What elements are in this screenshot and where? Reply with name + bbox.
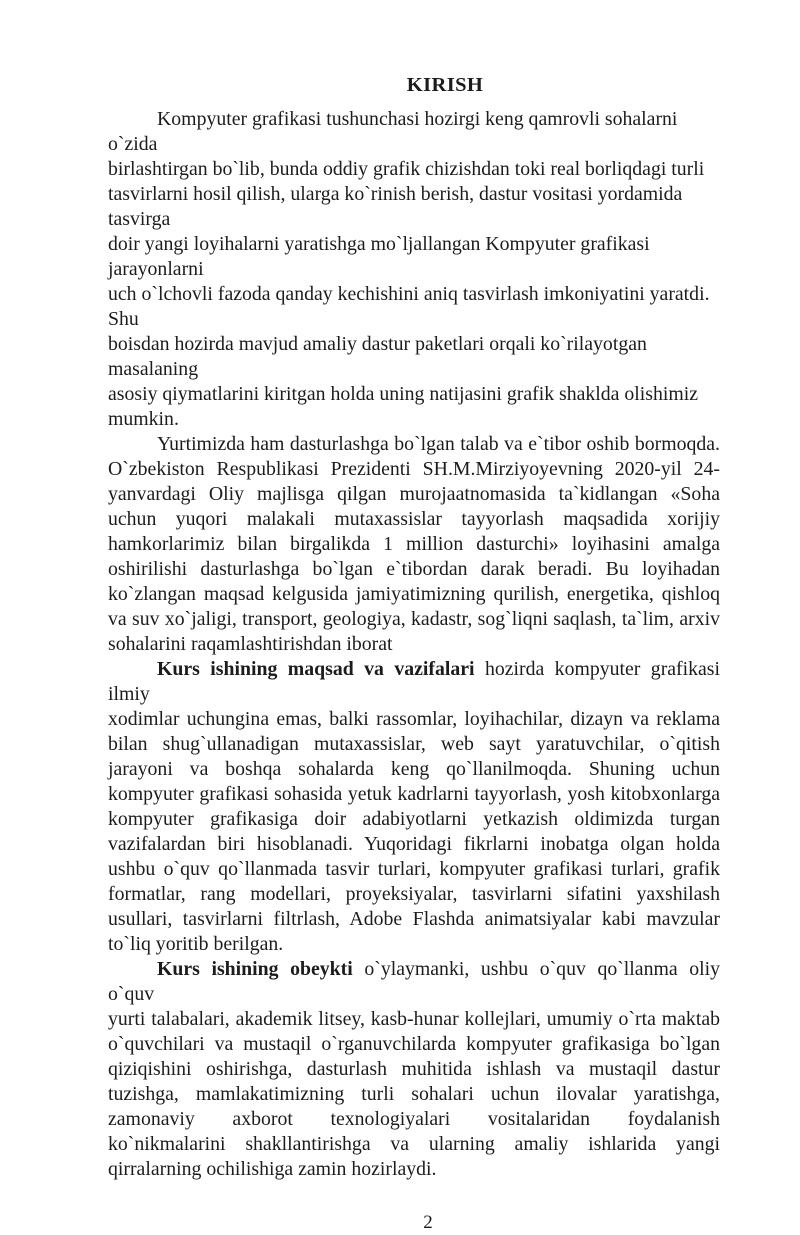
text-line	[108, 532, 720, 557]
paragraph	[108, 432, 720, 657]
text-line	[108, 882, 720, 907]
text-run: kompyuter grafikasi sohasida yetuk kadrlarni tayyorlash, yosh kitobxonlarga	[108, 783, 720, 805]
text-run: ko`nikmalarini shakllantirishga va ularning amaliy ishlarida yangi	[108, 1133, 720, 1155]
text-line	[108, 507, 720, 532]
text-line	[108, 1082, 720, 1107]
text-run: ushbu o`quv qo`llanmada tasvir turlari, kompyuter grafikasi turlari, grafik	[108, 858, 720, 880]
text-line	[108, 907, 720, 932]
text-run: uchun yuqori malakali mutaxassislar tayyorlash maqsadida xorijiy	[108, 508, 720, 530]
text-run: yurti talabalari, akademik litsey, kasb-hunar kollejlari, umumiy o`rta maktab	[108, 1008, 720, 1030]
text-run: O`zbekiston Respublikasi Prezidenti SH.M.Mirziyoyevning 2020-yil 24-	[108, 458, 720, 480]
text-line	[108, 407, 720, 432]
text-line	[108, 557, 720, 582]
text-line	[108, 382, 720, 407]
text-run: asosiy qiymatlarini kiritgan holda uning natijasini grafik shaklda olishimiz	[108, 383, 699, 405]
text-run: birlashtirgan bo`lib, bunda oddiy grafik chizishdan toki real borliqdagi turli	[108, 158, 705, 180]
text-run: ko`zlangan maqsad kelgusida jamiyatimizning qurilish, energetika, qishloq	[108, 583, 720, 605]
text-run: boisdan hozirda mavjud amaliy dastur paketlari orqali ko`rilayotgan masalaning	[108, 333, 647, 380]
text-line	[108, 632, 720, 657]
text-line	[108, 1107, 720, 1132]
text-line	[108, 707, 720, 732]
text-run: tuzishga, mamlakatimizning turli sohalari uchun ilovalar yaratishga,	[108, 1083, 720, 1105]
text-line	[108, 332, 720, 382]
text-line	[108, 782, 720, 807]
text-run: hozirda kompyuter grafikasi ilmiy	[108, 658, 721, 705]
text-line	[108, 432, 720, 457]
text-line	[108, 807, 720, 832]
text-line	[108, 1032, 720, 1057]
text-run: formatlar, rang modellari, proyeksiyalar, tasvirlarni sifatini yaxshilash	[108, 883, 720, 905]
text-run: Kompyuter grafikasi tushunchasi hozirgi keng qamrovli sohalarni o`zida	[108, 108, 678, 155]
bold-text-run: Kurs ishining maqsad va vazifalari	[157, 658, 475, 680]
text-line	[108, 482, 720, 507]
text-run: usullari, tasvirlarni filtrlash, Adobe Flashda animatsiyalar kabi mavzular	[108, 908, 720, 930]
text-line	[108, 657, 720, 707]
page-number: 2	[423, 1212, 433, 1233]
text-line	[108, 607, 720, 632]
text-line	[108, 1007, 720, 1032]
text-run: uch o`lchovli fazoda qanday kechishini aniq tasvirlash imkoniyatini yaratdi. Shu	[108, 283, 710, 330]
text-line	[108, 832, 720, 857]
text-run: doir yangi loyihalarni yaratishga mo`ljallangan Kompyuter grafikasi jarayonlarni	[108, 233, 650, 280]
page-title: KIRISH	[406, 74, 484, 96]
text-line	[108, 232, 720, 282]
text-run: Yurtimizda ham dasturlashga bo`lgan talab va e`tibor oshib bormoqda.	[157, 433, 720, 455]
text-run: to`liq yoritib berilgan.	[108, 933, 284, 955]
paragraph	[108, 957, 720, 1182]
text-run: qiziqishini oshirishga, dasturlash muhitida ishlash va mustaqil dastur	[108, 1058, 720, 1080]
text-run: o`ylaymanki, ushbu o`quv qo`llanma oliy o`quv	[108, 958, 720, 1005]
text-run: kompyuter grafikasiga doir adabiyotlarni yetkazish oldimizda turgan	[108, 808, 720, 830]
text-run: zamonaviy axborot texnologiyalari vositalaridan foydalanish	[108, 1108, 720, 1130]
text-line	[108, 1057, 720, 1082]
text-run: tasvirlarni hosil qilish, ularga ko`rinish berish, dastur vositasi yordamida tasvirga	[108, 183, 683, 230]
text-line	[108, 957, 720, 1007]
text-line	[108, 157, 720, 182]
text-run: hamkorlarimiz bilan birgalikda 1 million dasturchi» loyihasini amalga	[108, 533, 720, 555]
text-line	[108, 732, 720, 757]
text-line	[108, 757, 720, 782]
paragraph	[108, 107, 720, 432]
text-run: o`quvchilari va mustaqil o`rganuvchilarda kompyuter grafikasiga bo`lgan	[108, 1033, 720, 1055]
text-run: xodimlar uchungina emas, balki rassomlar, loyihachilar, dizayn va reklama	[108, 708, 720, 730]
text-line	[108, 582, 720, 607]
paragraph	[108, 657, 720, 957]
text-run: bilan shug`ullanadigan mutaxassislar, web sayt yaratuvchilar, o`qitish	[108, 733, 720, 755]
text-line	[108, 932, 720, 957]
text-line	[108, 182, 720, 232]
text-run: vazifalardan biri hisoblanadi. Yuqoridagi fikrlarni inobatga olgan holda	[108, 833, 720, 855]
bold-text-run: Kurs ishining obeykti	[157, 958, 353, 980]
text-line	[108, 1132, 720, 1157]
text-line	[108, 1157, 720, 1182]
text-run: oshirilishi dasturlashga bo`lgan e`tibordan darak beradi. Bu loyihadan	[108, 558, 720, 580]
document-body	[108, 107, 720, 1182]
text-run: sohalarini raqamlashtirishdan iborat	[108, 633, 393, 655]
text-run: va suv xo`jaligi, transport, geologiya, kadastr, sog`liqni saqlash, ta`lim, arxiv	[108, 608, 720, 630]
text-line	[108, 857, 720, 882]
text-run: mumkin.	[108, 408, 179, 430]
text-line	[108, 282, 720, 332]
text-run: yanvardagi Oliy majlisga qilgan murojaatnomasida ta`kidlangan «Soha	[108, 483, 720, 505]
text-run: jarayoni va boshqa sohalarda keng qo`llanilmoqda. Shuning uchun	[108, 758, 720, 780]
text-line	[108, 457, 720, 482]
text-run: qirralarning ochilishiga zamin hozirlaydi.	[108, 1158, 437, 1180]
text-line	[108, 107, 720, 157]
